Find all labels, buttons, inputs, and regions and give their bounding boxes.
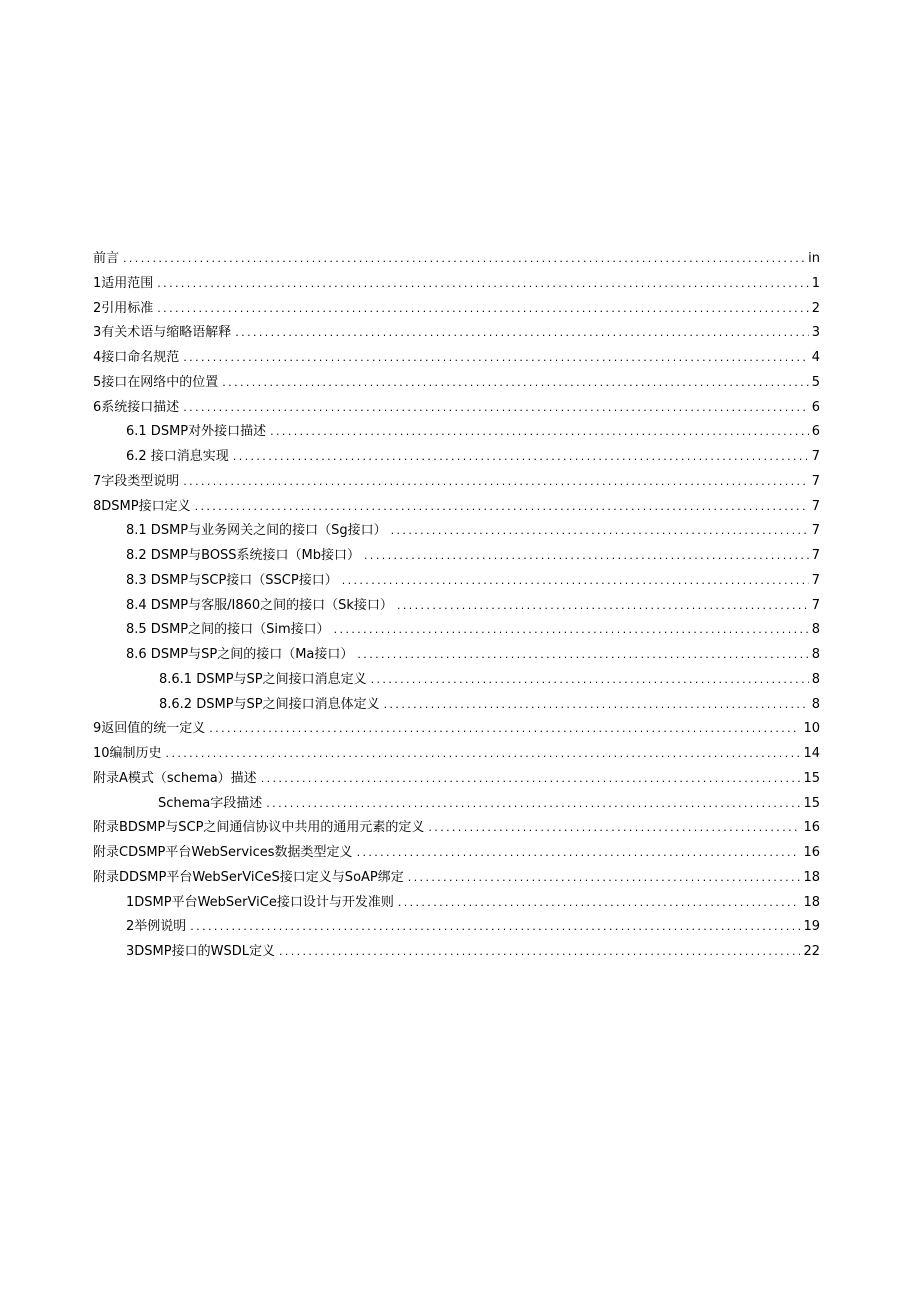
toc-entry-title: 6.1 DSMP对外接口描述 bbox=[126, 424, 267, 440]
toc-entry[interactable] bbox=[93, 297, 820, 322]
toc-entry-title: 1DSMP平台WebSerViCe接口设计与开发准则 bbox=[126, 894, 394, 910]
toc-dot-leader bbox=[342, 569, 809, 594]
toc-entry[interactable] bbox=[93, 321, 820, 346]
toc-dot-leader bbox=[398, 891, 801, 916]
toc-entry-title: 8.4 DSMP与客服/I860之间的接口（Sk接口） bbox=[126, 597, 393, 613]
toc-dot-leader bbox=[166, 742, 801, 767]
toc-entry[interactable] bbox=[93, 792, 820, 817]
toc-dot-leader bbox=[209, 717, 800, 742]
toc-entry-page: 3 bbox=[811, 325, 820, 341]
toc-entry-page: 8 bbox=[811, 671, 820, 687]
toc-entry-page: 10 bbox=[803, 721, 820, 737]
toc-entry[interactable] bbox=[93, 767, 820, 792]
toc-dot-leader bbox=[157, 272, 808, 297]
toc-entry[interactable] bbox=[93, 618, 820, 643]
toc-entry[interactable] bbox=[93, 272, 820, 297]
toc-entry[interactable] bbox=[93, 470, 820, 495]
toc-dot-leader bbox=[270, 420, 809, 445]
toc-entry-page: 6 bbox=[811, 399, 820, 415]
toc-entry-page: 19 bbox=[803, 919, 820, 935]
toc-entry-page: 16 bbox=[803, 820, 820, 836]
toc-dot-leader bbox=[183, 470, 808, 495]
toc-entry-page: 1 bbox=[811, 275, 820, 291]
toc-entry-title: 5接口在网络中的位置 bbox=[93, 374, 219, 390]
toc-dot-leader bbox=[157, 297, 808, 322]
toc-entry-title: Schema字段描述 bbox=[158, 795, 263, 811]
toc-entry[interactable] bbox=[93, 742, 820, 767]
toc-dot-leader bbox=[195, 495, 809, 520]
toc-entry-page: 14 bbox=[803, 746, 820, 761]
toc-entry-title: 附录DDSMP平台WebSerViCeS接口定义与SoAP绑定 bbox=[93, 869, 404, 885]
toc-entry-title: 前言 bbox=[93, 251, 120, 266]
toc-dot-leader bbox=[123, 247, 805, 272]
toc-dot-leader bbox=[408, 866, 801, 891]
toc-entry-page: 2 bbox=[811, 300, 820, 316]
toc-dot-leader bbox=[334, 618, 809, 643]
toc-entry[interactable] bbox=[93, 940, 820, 965]
toc-entry[interactable] bbox=[93, 396, 820, 421]
toc-entry[interactable] bbox=[93, 247, 820, 272]
toc-dot-leader bbox=[261, 767, 801, 792]
toc-entry[interactable] bbox=[93, 891, 820, 916]
toc-entry-page: 4 bbox=[811, 350, 820, 365]
toc-entry[interactable] bbox=[93, 693, 820, 718]
toc-dot-leader bbox=[266, 792, 800, 817]
table-of-contents bbox=[93, 247, 820, 965]
toc-entry[interactable] bbox=[93, 544, 820, 569]
toc-entry-page: 5 bbox=[811, 374, 820, 390]
toc-entry-title: 3DSMP接口的WSDL定义 bbox=[126, 944, 275, 959]
toc-dot-leader bbox=[357, 643, 808, 668]
toc-entry-page: 8 bbox=[811, 647, 820, 662]
toc-entry[interactable] bbox=[93, 915, 820, 940]
toc-entry-page: 22 bbox=[803, 944, 820, 959]
toc-entry[interactable] bbox=[93, 420, 820, 445]
toc-entry[interactable] bbox=[93, 866, 820, 891]
toc-entry-title: 3有关术语与缩略语解释 bbox=[93, 325, 232, 341]
toc-entry-page: 15 bbox=[803, 795, 820, 811]
toc-entry-page: 15 bbox=[803, 770, 820, 786]
toc-entry[interactable] bbox=[93, 594, 820, 619]
toc-dot-leader bbox=[391, 519, 809, 544]
toc-entry-title: 8.1 DSMP与业务网关之间的接口（Sg接口） bbox=[126, 523, 387, 539]
toc-entry-title: 2举例说明 bbox=[126, 919, 187, 935]
toc-entry-title: 8DSMP接口定义 bbox=[93, 498, 191, 514]
toc-entry-page: 8 bbox=[811, 696, 820, 712]
toc-entry-title: 2引用标准 bbox=[93, 300, 154, 316]
toc-entry[interactable] bbox=[93, 371, 820, 396]
toc-dot-leader bbox=[235, 321, 808, 346]
toc-entry[interactable] bbox=[93, 717, 820, 742]
toc-entry[interactable] bbox=[93, 643, 820, 668]
toc-entry[interactable] bbox=[93, 569, 820, 594]
toc-dot-leader bbox=[364, 544, 809, 569]
toc-entry-title: 8.5 DSMP之间的接口（Sim接口） bbox=[126, 622, 330, 638]
toc-dot-leader bbox=[397, 594, 809, 619]
toc-entry-page: 7 bbox=[811, 572, 820, 588]
toc-dot-leader bbox=[279, 940, 801, 965]
toc-dot-leader bbox=[190, 915, 800, 940]
toc-entry-title: 1适用范围 bbox=[93, 275, 154, 291]
toc-entry[interactable] bbox=[93, 495, 820, 520]
toc-entry-title: 附录BDSMP与SCP之间通信协议中共用的通用元素的定义 bbox=[93, 820, 425, 836]
toc-entry[interactable] bbox=[93, 841, 820, 866]
toc-entry[interactable] bbox=[93, 519, 820, 544]
toc-dot-leader bbox=[183, 396, 808, 421]
toc-dot-leader bbox=[233, 445, 809, 470]
toc-entry-page: 6 bbox=[811, 424, 820, 440]
toc-entry-title: 7字段类型说明 bbox=[93, 473, 180, 489]
toc-dot-leader bbox=[357, 841, 801, 866]
toc-dot-leader bbox=[384, 693, 809, 718]
toc-entry-title: 8.6 DSMP与SP之间的接口（Ma接口） bbox=[126, 647, 354, 662]
toc-entry-title: 4接口命名规范 bbox=[93, 350, 180, 365]
toc-entry-page: 8 bbox=[811, 622, 820, 638]
toc-entry[interactable] bbox=[93, 445, 820, 470]
toc-dot-leader bbox=[428, 816, 800, 841]
toc-entry-page: 7 bbox=[811, 498, 820, 514]
toc-entry-page: 16 bbox=[803, 845, 820, 860]
toc-entry[interactable] bbox=[93, 346, 820, 371]
toc-entry[interactable] bbox=[93, 816, 820, 841]
toc-entry-title: 附录A模式（schema）描述 bbox=[93, 770, 257, 786]
toc-entry-page: 18 bbox=[803, 869, 820, 885]
toc-entry-title: 6.2 接口消息实现 bbox=[126, 449, 229, 464]
toc-entry-page: 18 bbox=[803, 894, 820, 910]
toc-entry-title: 9返回值的统一定义 bbox=[93, 721, 206, 737]
toc-entry-title: 8.6.2 DSMP与SP之间接口消息体定义 bbox=[159, 696, 380, 712]
toc-dot-leader bbox=[222, 371, 808, 396]
toc-entry-page: 7 bbox=[811, 523, 820, 539]
toc-entry-page: in bbox=[808, 251, 820, 266]
toc-entry-title: 附录CDSMP平台WebServices数据类型定义 bbox=[93, 845, 353, 860]
toc-entry[interactable] bbox=[93, 668, 820, 693]
toc-entry-page: 7 bbox=[811, 449, 820, 464]
toc-entry-page: 7 bbox=[811, 473, 820, 489]
toc-entry-page: 7 bbox=[811, 548, 820, 563]
toc-entry-title: 6系统接口描述 bbox=[93, 399, 180, 415]
toc-entry-page: 7 bbox=[811, 597, 820, 613]
toc-entry-title: 8.3 DSMP与SCP接口（SSCP接口） bbox=[126, 572, 338, 588]
toc-dot-leader bbox=[371, 668, 809, 693]
toc-dot-leader bbox=[183, 346, 808, 371]
toc-entry-title: 10编制历史 bbox=[93, 746, 162, 761]
toc-entry-title: 8.2 DSMP与BOSS系统接口（Mb接口） bbox=[126, 548, 361, 563]
toc-entry-title: 8.6.1 DSMP与SP之间接口消息定义 bbox=[159, 671, 367, 687]
